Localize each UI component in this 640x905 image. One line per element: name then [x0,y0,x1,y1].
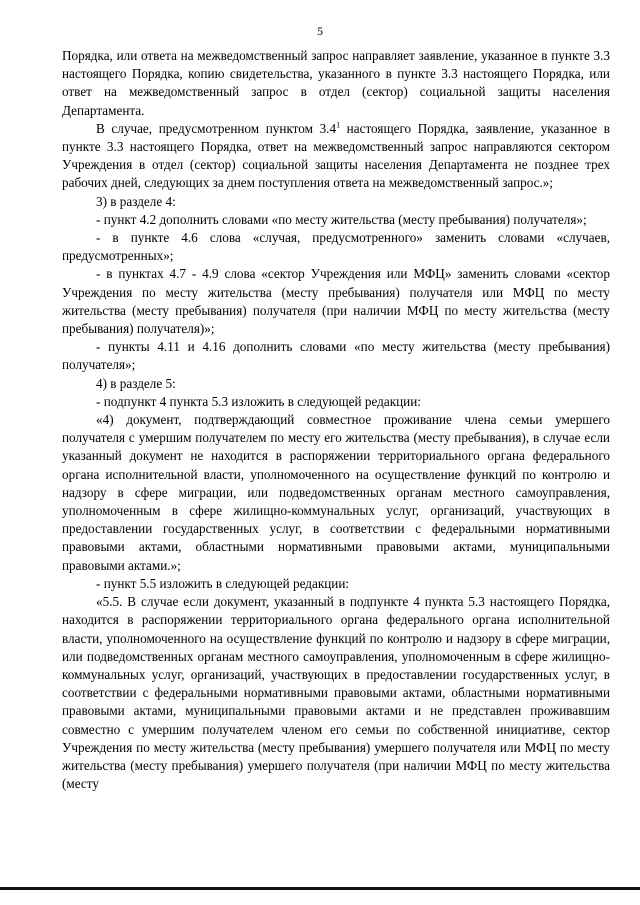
paragraph-text: настоящего Порядка, заявление, указанное в пункте 3.3 настоящего Порядка, ответ на межведомственный запрос направляются сектором Учреждения в отдел (сектор) социальной защиты населения Департамента не позднее трех рабочих дней, следующих за днем поступления ответа на межведомственный запрос.»; [62,120,610,191]
paragraph-quote-4: «4) документ, подтверждающий совместное проживание члена семьи умершего получателя с умершим получателем по месту его жительства (месту пребывания), в случае если указанный документ не находится в распоряжении территориального органа федерального органа исполнительной власти, уполномоченного на осуществление функций по контролю и надзору в сфере миграции, или подведомственных органам местного самоуправления, уполномоченным в сфере жилищно-коммунальных услуг, организаций, участвующих в предоставлении государственных услуг, в соответствии с федеральными нормативными правовыми актами, областными нормативными правовыми актами, муниципальными правовыми актами.»; [62,412,610,573]
paragraph-item-4-6: - в пункте 4.6 слова «случая, предусмотренного» заменить словами «случаев, предусмотренных»; [62,230,610,264]
page-bottom-border [0,887,640,890]
paragraph-text: В случае, предусмотренном пунктом 3.4 [96,120,337,136]
paragraph-items-4-7-4-9: - в пунктах 4.7 - 4.9 слова «сектор Учреждения или МФЦ» заменить словами «сектор Учреждения по месту жительства (месту пребывания) получателя или МФЦ по месту жительства (месту пребывания) получателя (при наличии МФЦ по месту жительства (месту пребывания) получателя)»; [62,266,610,337]
paragraph-section-4-heading: 3) в разделе 4: [96,193,176,209]
paragraph-quote-5-5: «5.5. В случае если документ, указанный в подпункте 4 пункта 5.3 настоящего Порядка, находится в распоряжении территориального органа федерального органа исполнительной власти, уполномоченного на осуществление функций по контролю и надзору в сфере миграции, или подведомственных органам местного самоуправления, уполномоченным в сфере жилищно-коммунальных услуг, организаций, участвующих в предоставлении государственных услуг, в соответствии с федеральными нормативными правовыми актами, областными нормативными правовыми актами, муниципальными правовыми актами и не представлен проживавшим совместно с умершим получателем членом его семьи по собственной инициативе, сектор Учреждения по месту жительства (месту пребывания) умершего получателя или МФЦ по месту жительства (месту пребывания) умершего получателя (при наличии МФЦ по месту жительства (месту [62,594,610,792]
page-number: 5 [317,24,323,38]
paragraph-case-3-4-1 [62,120,610,193]
paragraph-items-4-11-4-16: - пункты 4.11 и 4.16 дополнить словами «по месту жительства (месту пребывания) получателя»; [62,339,610,373]
paragraph-subitem-5-3-4: - подпункт 4 пункта 5.3 изложить в следующей редакции: [96,393,421,409]
paragraph-item-5-5: - пункт 5.5 изложить в следующей редакции: [96,575,350,591]
paragraph-section-5-heading: 4) в разделе 5: [96,375,176,391]
superscript: 1 [336,120,341,130]
document-body [62,47,610,793]
paragraph-continuation: Порядка, или ответа на межведомственный запрос направляет заявление, указанное в пункте 3.3 настоящего Порядка, копию свидетельства, указанного в пункте 3.3 настоящего Порядка, или ответ на межведомственный запрос в отдел (сектор) социальной защиты населения Департамента. [62,48,610,118]
paragraph-item-4-2: - пункт 4.2 дополнить словами «по месту жительства (месту пребывания) получателя»; [96,211,587,227]
